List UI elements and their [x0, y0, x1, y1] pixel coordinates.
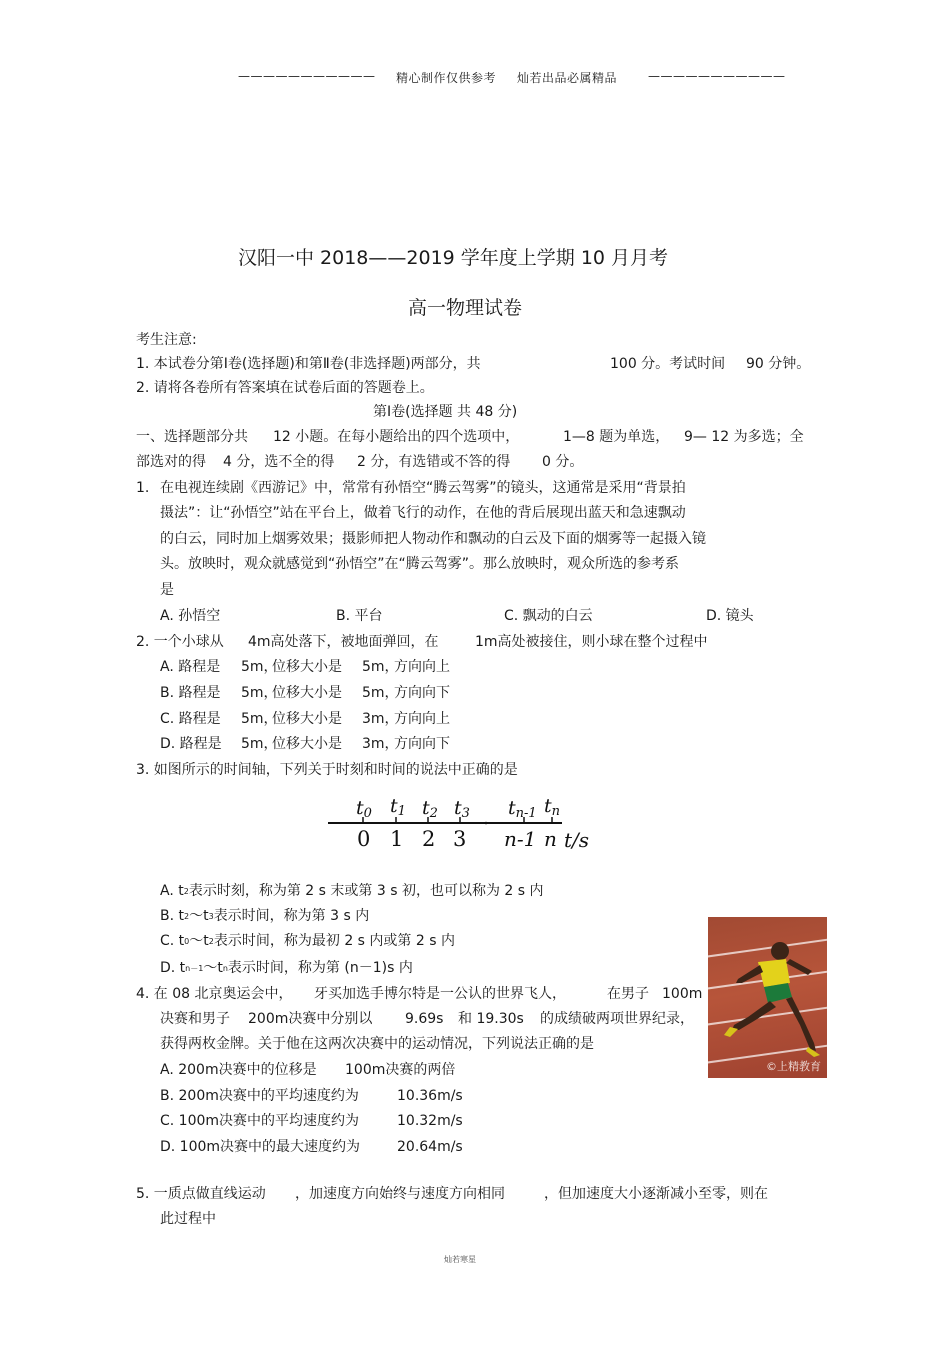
q2-stem-b: 4m高处落下，被地面弹回，在	[248, 634, 439, 650]
q5-stem-1a: 5. 一质点做直线运动	[136, 1186, 266, 1202]
q2-option-d-dist: 5m，	[241, 736, 278, 752]
q2-option-c-label: C. 路程是	[160, 711, 221, 727]
q2-option-c-dist: 5m，	[241, 711, 278, 727]
q3-option-a: A. t2表示时刻，称为第 2 s 末或第 3 s 初，也可以称为 2 s 内	[160, 883, 544, 899]
q3-stem: 3. 如图所示的时间轴，下列关于时刻和时间的说法中正确的是	[136, 762, 518, 778]
notice-line-1a: 1. 本试卷分第Ⅰ卷(选择题)和第Ⅱ卷(非选择题)两部分，共	[136, 356, 481, 372]
q2-option-a-disp: 5m，	[362, 659, 399, 675]
q3-option-d: D. tn－1～tn表示时间，称为第 (n－1)s 内	[160, 960, 413, 976]
q4-option-a-value: 100m决赛的两倍	[345, 1062, 456, 1078]
q4-stem-1d: 100m	[662, 986, 703, 1002]
section-intro-b: 12 小题。在每小题给出的四个选项中，	[273, 429, 520, 445]
q1-option-c: C. 飘动的白云	[504, 608, 593, 624]
q4-option-b-value: 10.36m/s	[397, 1088, 463, 1104]
q1-option-a: A. 孙悟空	[160, 608, 221, 624]
q2-option-d-disp: 3m，	[362, 736, 399, 752]
tick-label-t3: t3	[454, 797, 470, 821]
axis-num-0: 0	[357, 827, 371, 851]
q1-line-4: 头。放映时，观众就感觉到“孙悟空”在“腾云驾雾”。那么放映时，观众所选的参考系	[160, 556, 680, 572]
section-intro-d: 9— 12 为多选；全	[684, 429, 804, 445]
section-intro2-b: 4 分，选不全的得	[223, 454, 335, 470]
q3-option-c: C. t0～t2表示时间，称为最初 2 s 内或第 2 s 内	[160, 933, 455, 949]
tick-label-t0: t0	[356, 797, 372, 821]
q1-line-1: 在电视连续剧《西游记》中，常常有孙悟空“腾云驾雾”的镜头，这通常是采用“背景拍	[160, 480, 686, 496]
axis-num-n-1: n-1	[504, 827, 537, 851]
header-text-1: 精心制作仅供参考	[396, 71, 497, 85]
q2-stem-a: 2. 一个小球从	[136, 634, 224, 650]
q4-stem-2d: 和 19.30s	[458, 1011, 524, 1027]
q4-option-d-value: 20.64m/s	[397, 1139, 463, 1155]
q1-option-b: B. 平台	[336, 608, 383, 624]
photo-watermark: ©上精教育	[766, 1060, 821, 1073]
q2-option-b-disp: 5m，	[362, 685, 399, 701]
section-intro2-a: 部选对的得	[136, 454, 206, 470]
tick-label-t2: t2	[422, 797, 438, 821]
q2-option-c-disp-label: 位移大小是	[272, 711, 342, 727]
q2-option-c-disp: 3m，	[362, 711, 399, 727]
q5-stem-2: 此过程中	[160, 1211, 216, 1227]
section-intro-a: 一、选择题部分共	[136, 429, 248, 445]
section-intro-c: 1—8 题为单选，	[563, 429, 670, 445]
q2-option-d-dir: 方向向下	[394, 736, 450, 752]
q4-stem-2a: 决赛和男子	[160, 1011, 230, 1027]
q1-option-d: D. 镜头	[706, 608, 754, 624]
page-footer: 灿若寒星	[444, 1255, 476, 1264]
q4-stem-2e: 的成绩破两项世界纪录，	[540, 1011, 694, 1027]
axis-num-2: 2	[422, 827, 436, 851]
page-subtitle: 高一物理试卷	[408, 297, 523, 319]
q5-stem-1c: ，但加速度大小逐渐减小至零，则在	[544, 1186, 768, 1202]
q2-option-c-dir: 方向向上	[394, 711, 450, 727]
header-right-rule: ———————————	[648, 69, 786, 83]
q2-stem-c: 1m高处被接住，则小球在整个过程中	[475, 634, 708, 650]
axis-num-3: 3	[453, 827, 467, 851]
section-intro2-d: 0 分。	[542, 454, 584, 470]
tick-label-t1: t1	[390, 795, 406, 819]
q2-option-b-label: B. 路程是	[160, 685, 221, 701]
q4-option-d-label: D. 100m决赛中的最大速度约为	[160, 1139, 361, 1155]
q4-stem-1c: 在男子	[607, 986, 649, 1002]
q2-option-b-dir: 方向向下	[394, 685, 450, 701]
q4-stem-2b: 200m决赛中分别以	[248, 1011, 373, 1027]
q1-line-5: 是	[160, 582, 174, 598]
q1-line-2: 摄法”：让“孙悟空”站在平台上，做着飞行的动作，在他的背后展现出蓝天和急速飘动	[160, 505, 686, 521]
axis-unit: t/s	[564, 828, 590, 852]
q1-line-3: 的白云，同时加上烟雾效果；摄影师把人物动作和飘动的白云及下面的烟雾等一起摄入镜	[160, 531, 706, 547]
time-axis-diagram	[326, 790, 606, 856]
tick-label-tn: tn	[544, 795, 561, 819]
q4-stem-2c: 9.69s	[405, 1011, 444, 1027]
q4-stem-3: 获得两枚金牌。关于他在这两次决赛中的运动情况，下列说法正确的是	[160, 1036, 594, 1052]
page-title: 汉阳一中 2018——2019 学年度上学期 10 月月考	[238, 247, 669, 269]
tick-label-tn-1: tn-1	[508, 797, 537, 821]
axis-num-1: 1	[390, 827, 404, 851]
q4-stem-1b: 牙买加选手博尔特是一公认的世界飞人，	[314, 986, 566, 1002]
q1-number: 1.	[136, 480, 150, 496]
header-text-2: 灿若出品必属精品	[517, 71, 618, 85]
q2-option-a-disp-label: 位移大小是	[272, 659, 342, 675]
notice-heading: 考生注意:	[136, 332, 197, 348]
q5-stem-1b: ，加速度方向始终与速度方向相同	[295, 1186, 505, 1202]
q2-option-b-dist: 5m，	[241, 685, 278, 701]
q4-option-b-label: B. 200m决赛中的平均速度约为	[160, 1088, 359, 1104]
section-intro2-c: 2 分，有选错或不答的得	[357, 454, 511, 470]
sprinter-photo	[708, 917, 827, 1078]
q2-option-a-label: A. 路程是	[160, 659, 221, 675]
notice-line-1b: 100 分。考试时间	[610, 356, 726, 372]
q4-stem-1a: 4. 在 08 北京奥运会中，	[136, 986, 293, 1002]
axis-dot	[485, 822, 488, 825]
q2-option-a-dir: 方向向上	[394, 659, 450, 675]
q2-option-d-disp-label: 位移大小是	[272, 736, 342, 752]
q4-option-c-label: C. 100m决赛中的平均速度约为	[160, 1113, 360, 1129]
sprinter-figure	[708, 917, 827, 1078]
q4-option-a-label: A. 200m决赛中的位移是	[160, 1062, 317, 1078]
header-left-rule: ———————————	[238, 69, 376, 83]
q3-option-b: B. t2～t3表示时间，称为第 3 s 内	[160, 908, 370, 924]
q2-option-a-dist: 5m，	[241, 659, 278, 675]
q2-option-d-label: D. 路程是	[160, 736, 222, 752]
section-title: 第Ⅰ卷(选择题 共 48 分)	[373, 404, 518, 420]
notice-line-1c: 90 分钟。	[746, 356, 811, 372]
axis-num-n: n	[544, 827, 557, 851]
notice-line-2: 2. 请将各卷所有答案填在试卷后面的答题卷上。	[136, 380, 434, 396]
q2-option-b-disp-label: 位移大小是	[272, 685, 342, 701]
q4-option-c-value: 10.32m/s	[397, 1113, 463, 1129]
